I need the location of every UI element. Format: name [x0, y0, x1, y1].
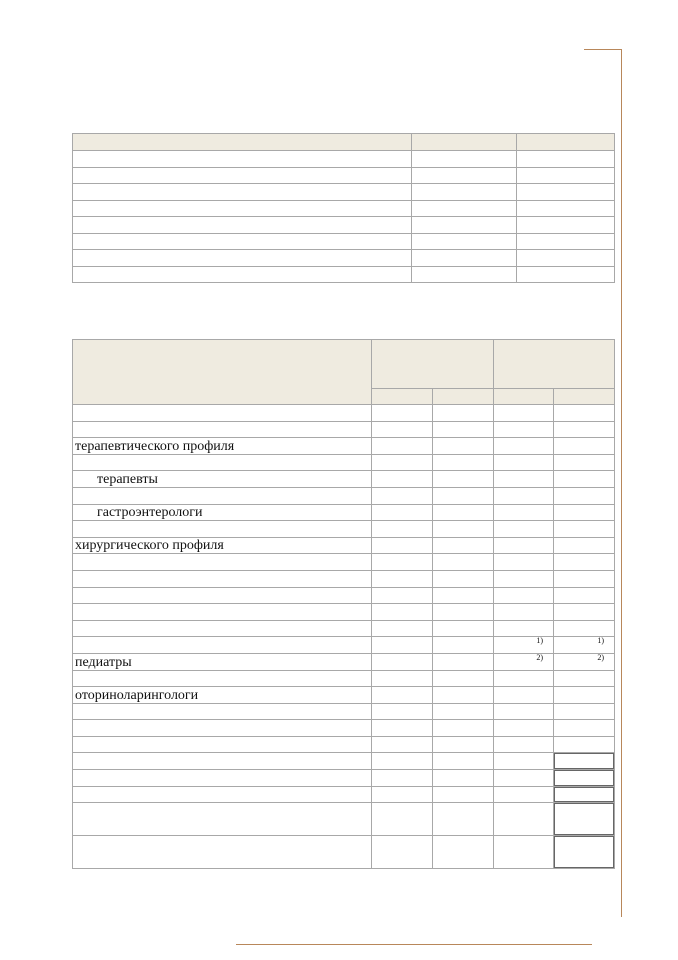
- summary-header-cell: [73, 134, 412, 151]
- summary-table-header-row: [73, 134, 615, 151]
- table-row: [73, 703, 615, 720]
- table-row: [73, 554, 615, 571]
- table-row: [73, 653, 615, 670]
- specialists-header-group: [372, 340, 494, 389]
- row-label: педиатры: [73, 653, 372, 670]
- table-row: [73, 250, 615, 267]
- row-label: терапевты: [73, 471, 372, 488]
- specialists-header-group: [494, 340, 615, 389]
- table-row: [73, 720, 615, 737]
- table-row: [73, 167, 615, 184]
- table-row: [73, 471, 615, 488]
- table-row: [73, 620, 615, 637]
- table-row: [73, 770, 615, 787]
- table-row: [73, 637, 615, 654]
- table-row: [73, 454, 615, 471]
- table-row: [73, 687, 615, 704]
- footnote-mark: 1): [554, 637, 615, 654]
- footnote-mark: 2): [554, 653, 615, 670]
- boxed-cell: [554, 803, 615, 836]
- summary-table: [72, 133, 615, 283]
- table-row: [73, 570, 615, 587]
- row-label: терапевтического профиля: [73, 438, 372, 455]
- table-row: [73, 504, 615, 521]
- table-row: [73, 217, 615, 234]
- table-row: [73, 438, 615, 455]
- table-row: [73, 151, 615, 168]
- table-row: [73, 753, 615, 770]
- table-row: [73, 487, 615, 504]
- table-row: [73, 537, 615, 554]
- table-row: [73, 670, 615, 687]
- boxed-cell: [554, 770, 615, 787]
- footnote-mark: 2): [494, 653, 554, 670]
- footnote-mark: 1): [494, 637, 554, 654]
- table-row: [73, 233, 615, 250]
- row-label: гастроэнтерологи: [73, 504, 372, 521]
- top-corner-rule: [584, 49, 622, 50]
- specialists-header-row: [73, 340, 615, 389]
- summary-header-cell: [517, 134, 615, 151]
- specialists-table: [72, 339, 615, 869]
- table-row: [73, 803, 615, 836]
- boxed-cell: [554, 786, 615, 803]
- table-row: [73, 736, 615, 753]
- specialists-header-cell: [73, 340, 372, 405]
- table-row: [73, 266, 615, 283]
- table-row: [73, 200, 615, 217]
- row-label: оториноларингологи: [73, 687, 372, 704]
- table-row: [73, 405, 615, 422]
- table-row: [73, 604, 615, 621]
- summary-header-cell: [412, 134, 517, 151]
- table-row: [73, 184, 615, 201]
- table-row: [73, 421, 615, 438]
- boxed-cell: [554, 836, 615, 869]
- row-label: хирургического профиля: [73, 537, 372, 554]
- right-margin-rule: [621, 49, 622, 917]
- table-row: [73, 521, 615, 538]
- table-row: [73, 587, 615, 604]
- table-row: [73, 786, 615, 803]
- bottom-footer-rule: [236, 944, 592, 945]
- boxed-cell: [554, 753, 615, 770]
- table-row: [73, 836, 615, 869]
